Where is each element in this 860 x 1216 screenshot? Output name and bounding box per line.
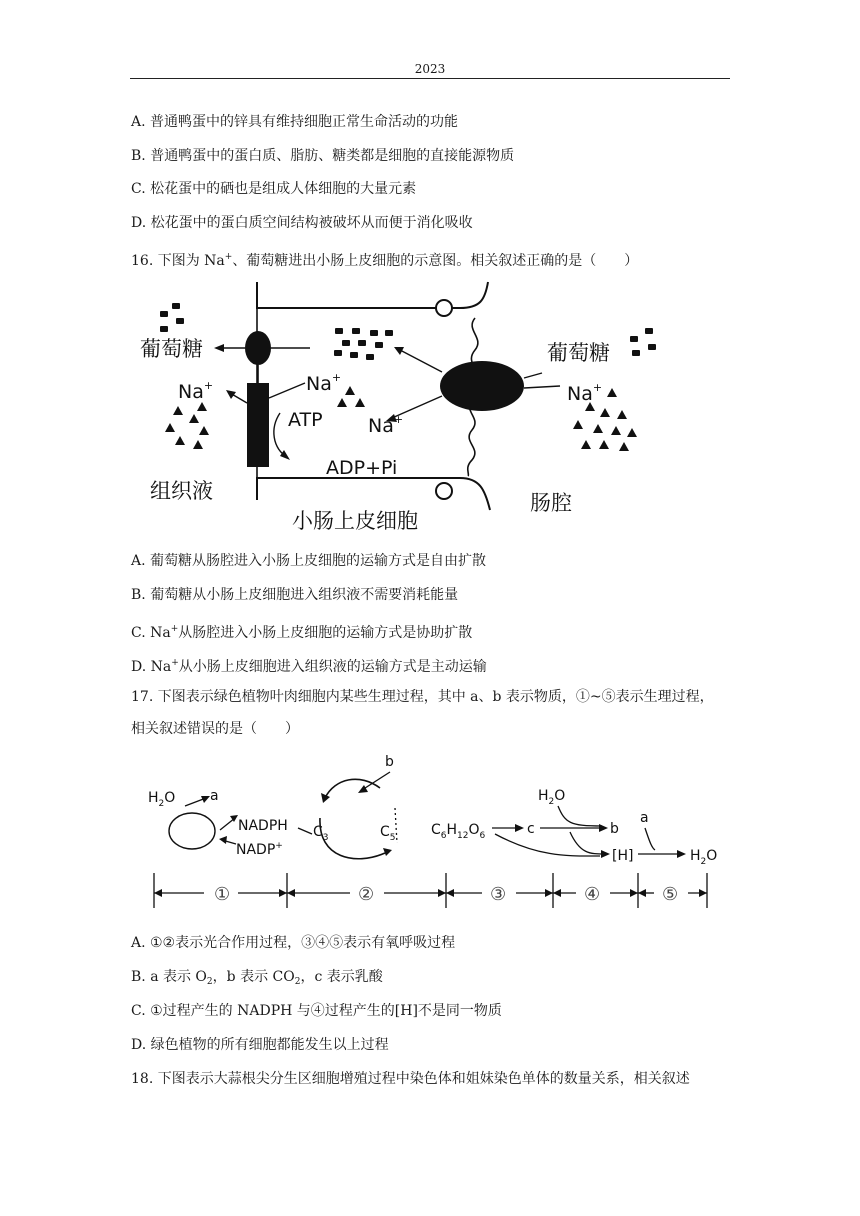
q15-option-d: D. 松花蛋中的蛋白质空间结构被破坏从而便于消化吸收 bbox=[131, 215, 473, 231]
tight-junction-top bbox=[436, 300, 452, 316]
q15-option-b: B. 普通鸭蛋中的蛋白质、脂肪、糖类都是细胞的直接能源物质 bbox=[131, 148, 515, 164]
label-tissue-fluid: 组织液 bbox=[150, 479, 213, 503]
atp-arrow bbox=[274, 413, 288, 458]
q15-option-a: A. 普通鸭蛋中的锌具有维持细胞正常生命活动的功能 bbox=[131, 114, 459, 130]
label-b-top: b bbox=[385, 754, 394, 770]
label-adp-pi: ADP+Pi bbox=[326, 457, 398, 479]
q16-option-a: A. 葡萄糖从肠腔进入小肠上皮细胞的运输方式是自由扩散 bbox=[131, 553, 487, 569]
q18-stem: 18. 下图表示大蒜根尖分生区细胞增殖过程中染色体和姐妹染色单体的数量关系，相关叙述 bbox=[131, 1071, 690, 1087]
stage-label-5: ⑤ bbox=[662, 884, 679, 905]
label-h2o-3: $H_2O$ bbox=[690, 848, 718, 867]
label-nadph: NADPH bbox=[238, 818, 288, 834]
label-glucose-right: 葡萄糖 bbox=[547, 341, 610, 365]
q17-option-c: C. ①过程产生的 NADPH 与④过程产生的[H]不是同一物质 bbox=[131, 1003, 502, 1019]
q15-option-c: C. 松花蛋中的硒也是组成人体细胞的大量元素 bbox=[131, 181, 417, 197]
label-c5: $C_5$ bbox=[380, 824, 396, 843]
q16-option-d: D. Na+从小肠上皮细胞进入组织液的运输方式是主动运输 bbox=[131, 658, 487, 675]
q16-option-c: C. Na+从肠腔进入小肠上皮细胞的运输方式是协助扩散 bbox=[131, 624, 473, 641]
label-intestinal-lumen: 肠腔 bbox=[530, 491, 572, 515]
label-glucose-formula: $C_6H_{12}O_6$ bbox=[431, 822, 486, 841]
q17-metabolism-figure bbox=[140, 748, 730, 916]
label-h2o-2: $H_2O$ bbox=[538, 788, 566, 807]
na-glucose-cotransporter bbox=[440, 361, 524, 411]
stage-label-2: ② bbox=[358, 884, 375, 905]
q17-option-a: A. ①②表示光合作用过程，③④⑤表示有氧呼吸过程 bbox=[131, 935, 456, 951]
label-na-pump-in: Na+ bbox=[306, 371, 342, 395]
stage-label-4: ④ bbox=[584, 884, 601, 905]
header-rule bbox=[130, 78, 730, 79]
q16-stem: 16. 下图为 Na+、葡萄糖进出小肠上皮细胞的示意图。相关叙述正确的是（ ） bbox=[131, 252, 639, 269]
glucose-carrier-basal bbox=[245, 331, 271, 365]
label-glucose-left: 葡萄糖 bbox=[140, 337, 203, 361]
label-b-right: b bbox=[610, 821, 619, 837]
label-nadp: NADP+ bbox=[236, 841, 283, 858]
q16-option-b: B. 葡萄糖从小肠上皮细胞进入组织液不需要消耗能量 bbox=[131, 587, 459, 603]
label-h2o-1: $H_2O$ bbox=[148, 790, 176, 809]
apical-membrane-lower bbox=[468, 400, 475, 476]
label-c3: $C_3$ bbox=[313, 824, 329, 843]
light-reaction-cycle bbox=[169, 813, 215, 849]
label-epithelial-cell: 小肠上皮细胞 bbox=[292, 509, 418, 533]
q17-stem-line2: 相关叙述错误的是（ ） bbox=[131, 721, 299, 737]
label-na-left: Na+ bbox=[178, 379, 214, 403]
label-a-1: a bbox=[210, 788, 219, 804]
label-a-2: a bbox=[640, 810, 649, 826]
q17-option-d: D. 绿色植物的所有细胞都能发生以上过程 bbox=[131, 1037, 389, 1053]
label-c: c bbox=[527, 821, 535, 837]
cell-bottom-membrane bbox=[257, 478, 490, 510]
label-na-lumen: Na+ bbox=[567, 381, 603, 405]
page-header-year: 2023 bbox=[414, 62, 446, 76]
label-atp: ATP bbox=[288, 409, 323, 431]
q17-option-b: B. a 表示 $O_2$，b 表示 $CO_2$，c 表示乳酸 bbox=[131, 969, 383, 987]
calvin-cycle-upper bbox=[325, 779, 380, 798]
stage-label-3: ③ bbox=[490, 884, 507, 905]
tight-junction-bottom bbox=[436, 483, 452, 499]
label-na-cell: Na+ bbox=[368, 413, 404, 437]
na-pump bbox=[247, 383, 269, 467]
cell-top-membrane bbox=[257, 282, 430, 308]
stage-label-1: ① bbox=[214, 884, 231, 905]
stage-ruler bbox=[154, 873, 707, 908]
label-h-bracket: [H] bbox=[612, 848, 634, 864]
calvin-cycle-lower bbox=[320, 818, 385, 859]
q17-stem-line1: 17. 下图表示绿色植物叶肉细胞内某些生理过程，其中 a、b 表示物质，①~⑤表示生理过程， bbox=[131, 689, 714, 705]
q16-transport-figure bbox=[130, 278, 690, 540]
